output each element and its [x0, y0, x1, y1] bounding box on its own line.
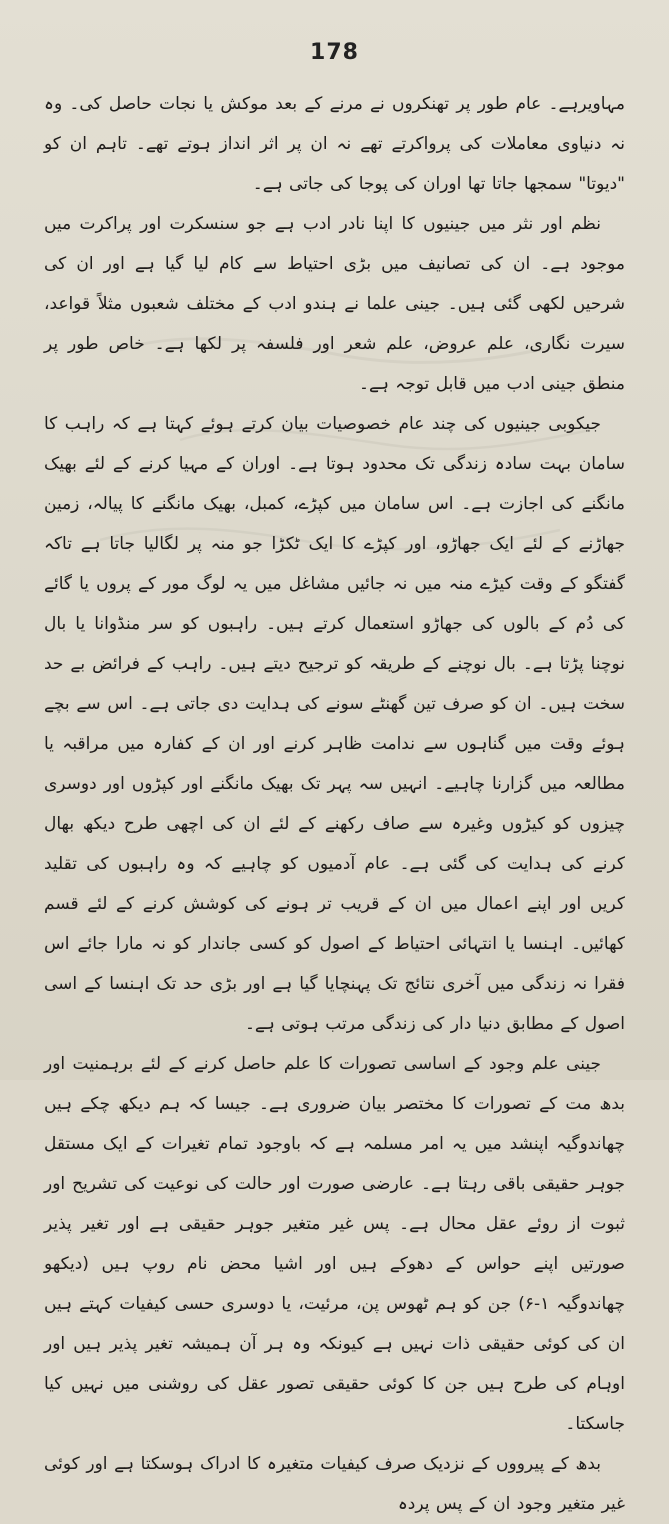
paragraph-5: بدھ کے پیرووں کے نزدیک صرف کیفیات متغیرہ کا ادراک ہوسکتا ہے اور کوئی غیر متغیر وجود ان کے پس پردہ — [44, 1454, 625, 1514]
paragraph-3: جیکوبی جینیوں کی چند عام خصوصیات بیان کرتے ہوئے کہتا ہے کہ راہب کا سامان بہت سادہ زندگی تک محدود ہوتا ہے۔ اوران کے مہیا کرنے کے لئے بھیک مانگنے کی اجازت ہے۔ اس سامان میں کپڑے، کمبل، بھیک مانگنے کا پیالہ، زمین جھاڑنے کے لئے ایک جھاڑو، اور کپڑے کا ایک ٹکڑا جو منہ پر لگالیا جاتا ہے تاکہ گفتگو کے وقت کیڑے منہ میں نہ جائیں مشاغل میں یہ لوگ مور کے پروں یا گائے کی دُم کے بالوں کی جھاڑو استعمال کرتے ہیں۔ راہبوں کو سر منڈوانا یا بال نوچنا پڑتا ہے۔ بال نوچنے کے طریقہ کو ترجیح دیتے ہیں۔ راہب کے فرائض بے حد سخت ہیں۔ ان کو صرف تین گھنٹے سونے کی ہدایت دی جاتی ہے۔ اس سے بچے ہوئے وقت میں گناہوں سے ندامت ظاہر کرنے اور ان کے کفارہ میں مراقبہ یا مطالعہ میں گزارنا چاہیے۔ انہیں سہ پہر تک بھیک مانگنے اور کپڑوں اور دوسری چیزوں کو کیڑوں وغیرہ سے صاف رکھنے کے لئے ان کی اچھی طرح دیکھ بھال کرنے کی ہدایت کی گئی ہے۔ عام آدمیوں کو چاہیے کہ وہ راہبوں کی تقلید کریں اور اپنے اعمال میں ان کے قریب تر ہونے کی کوشش کرنے کے لئے قسم کھائیں۔ اہنسا یا انتہائی احتیاط کے اصول کو کسی جاندار کو نہ مارا جائے اس فقرا نہ زندگی میں آخری نتائج تک پہنچایا گیا ہے اور بڑی حد تک اہنسا کے اسی اصول کے مطابق دنیا دار کی زندگی مرتب ہوتی ہے۔ — [44, 414, 625, 1034]
page-number: 178 — [310, 40, 359, 65]
paragraph-1: مہاویرہے۔ عام طور پر تھنکروں نے مرنے کے بعد موکش یا نجات حاصل کی۔ وہ نہ دنیاوی معاملات کی پرواکرتے تھے نہ ان پر اثر انداز ہوتے تھے۔ تاہم ان کو "دیوتا" سمجھا جاتا تھا اوران کی پوجا کی جاتی ہے۔ — [44, 94, 625, 194]
body-text — [44, 84, 625, 1524]
paragraph-4: جینی علم وجود کے اساسی تصورات کا علم حاصل کرنے کے لئے برہمنیت اور بدھ مت کے تصورات کا مختصر بیان ضروری ہے۔ جیسا کہ ہم دیکھ چکے ہیں چھاندوگیہ اپنشد میں یہ امر مسلمہ ہے کہ باوجود تمام تغیرات کے ایک مستقل جوہر حقیقی باقی رہتا ہے۔ عارضی صورت اور حالت کی نوعیت کی تشریح اور ثبوت از روئے عقل محال ہے۔ پس غیر متغیر جوہر حقیقی ہے اور تغیر پذیر صورتیں اپنے حواس کے دھوکے ہیں اور اشیا محض نام روپ ہیں (دیکھو چھاندوگیہ ۱-۶) جن کو ہم ٹھوس پن، مرئیت، یا دوسری حسی کیفیات کہتے ہیں ان کی کوئی حقیقی ذات نہیں ہے کیونکہ وہ ہر آن ہمیشہ تغیر پذیر ہیں اور اوہام کی طرح ہیں جن کا کوئی حقیقی تصور عقل کی روشنی میں نہیں کیا جاسکتا۔ — [44, 1054, 625, 1434]
paragraph-2: نظم اور نثر میں جینیوں کا اپنا نادر ادب ہے جو سنسکرت اور پراکرت میں موجود ہے۔ ان کی تصانیف میں بڑی احتیاط سے کام لیا گیا ہے اور ان کی شرحیں لکھی گئی ہیں۔ جینی علما نے ہندو ادب کے مختلف شعبوں مثلاً قواعد، سیرت نگاری، علم عروض، علم شعر اور فلسفہ پر لکھا ہے۔ خاص طور پر منطق جینی ادب میں قابل توجہ ہے۔ — [44, 214, 625, 394]
